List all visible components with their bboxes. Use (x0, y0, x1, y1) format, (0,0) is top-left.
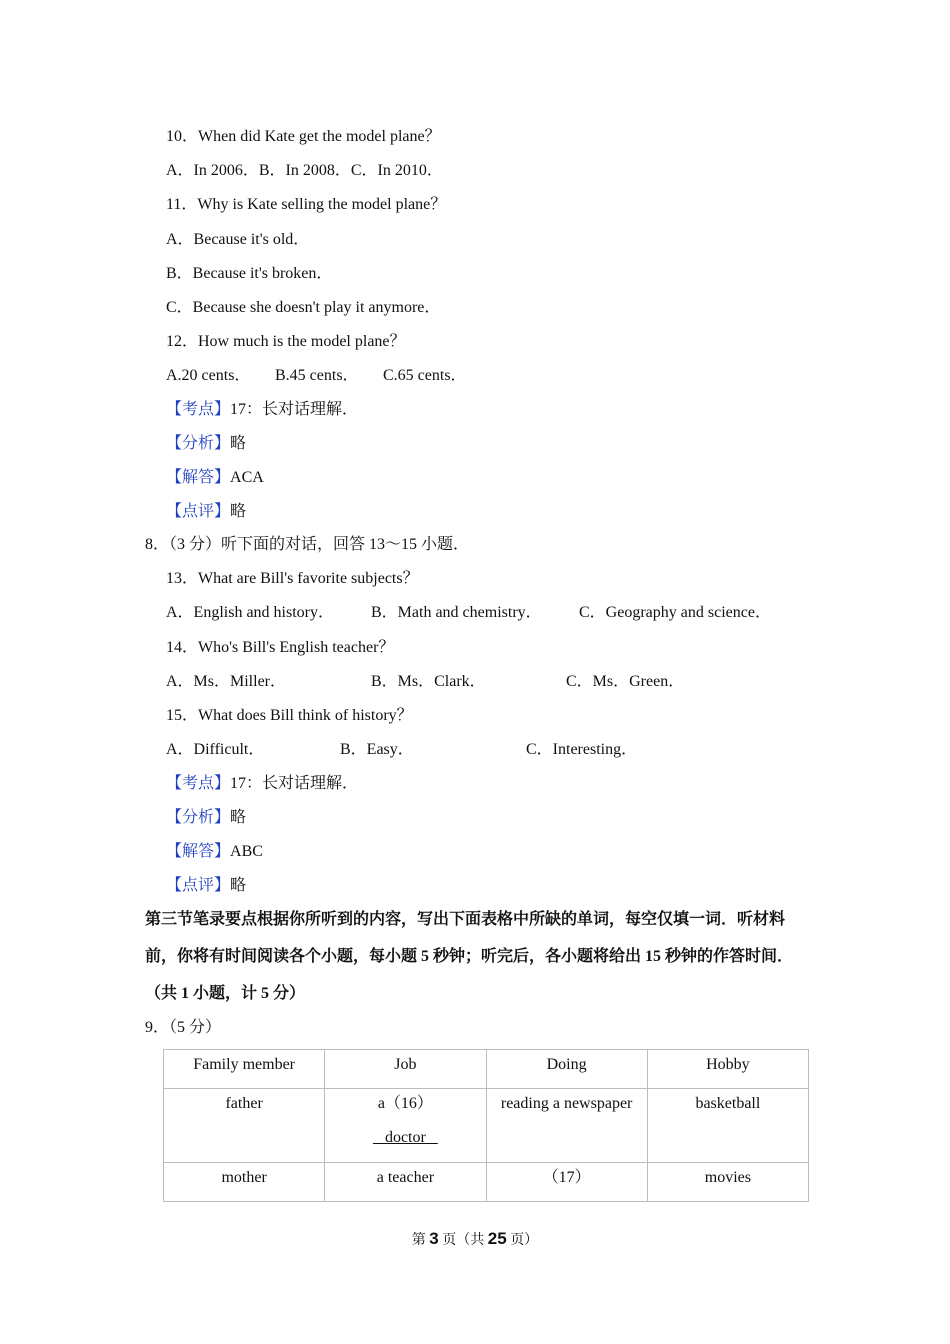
question-14-option-b: B．Ms．Clark． (371, 673, 486, 690)
jieda-tag: 【解答】 (166, 469, 231, 486)
fenxi-text: 略 (230, 435, 247, 452)
table-row (164, 1163, 809, 1202)
question-11-option-a: A．Because it's old． (166, 231, 310, 248)
question-14-option-a: A．Ms．Miller． (166, 673, 287, 690)
dianping-tag: 【点评】 (166, 503, 231, 520)
question-10: 10．When did Kate get the model plane？ (166, 128, 441, 145)
table-header-cell: Family member (164, 1050, 325, 1089)
table-cell: mother (164, 1163, 325, 1202)
question-13: 13．What are Bill's favorite subjects？ (166, 570, 419, 587)
section-3-instructions: 第三节笔录要点根据你所听到的内容，写出下面表格中所缺的单词，每空仅填一词．听材料前，你将有时间阅读各个小题，每小题 5 秒钟；听完后，各小题将给出 15 秒钟的作答时间．（共 1 小题，计 5 分） (145, 911, 794, 1002)
family-table (163, 1049, 809, 1202)
dianping-tag: 【点评】 (166, 877, 231, 894)
kaodian-tag: 【考点】 (166, 401, 231, 418)
jieda-row (166, 468, 264, 488)
table-cell: movies (647, 1163, 808, 1202)
question-11-option-c: C．Because she doesn't play it anymore． (166, 299, 441, 316)
table-row (164, 1089, 809, 1163)
table-cell: father (164, 1089, 325, 1163)
jieda-text: ABC (230, 843, 263, 860)
fenxi-row (166, 434, 246, 454)
kaodian-row (166, 400, 358, 420)
table-cell: a teacher (325, 1163, 486, 1202)
question-13-option-b: B．Math and chemistry． (371, 604, 542, 621)
question-12-option-c: C.65 cents． (383, 367, 467, 384)
question-14: 14．Who's Bill's English teacher？ (166, 639, 395, 656)
question-15: 15．What does Bill think of history？ (166, 707, 413, 724)
kaodian-row (166, 774, 358, 794)
footer-suffix: 页） (506, 1233, 539, 1248)
fenxi-tag: 【分析】 (166, 435, 231, 452)
question-12-option-b: B.45 cents． (275, 367, 359, 384)
dianping-row (166, 502, 246, 522)
table-cell-job (325, 1089, 486, 1163)
question-15-option-a: A．Difficult． (166, 741, 265, 758)
table-header-cell: Doing (486, 1050, 647, 1089)
dianping-text: 略 (230, 503, 247, 520)
kaodian-text: 17：长对话理解． (230, 401, 359, 418)
question-9-header: 9．（5 分） (145, 1019, 222, 1036)
table-cell: （17） (486, 1163, 647, 1202)
question-13-option-a: A．English and history． (166, 604, 334, 621)
jieda-tag: 【解答】 (166, 843, 231, 860)
dianping-row (166, 876, 246, 896)
question-14-option-c: C．Ms．Green． (566, 673, 685, 690)
jieda-row (166, 842, 263, 862)
fenxi-tag: 【分析】 (166, 809, 231, 826)
total-pages: 25 (487, 1229, 507, 1248)
footer-prefix: 第 (411, 1233, 430, 1248)
kaodian-tag: 【考点】 (166, 775, 231, 792)
table-header-row (164, 1050, 809, 1089)
job-prefix: a（16） (377, 1095, 433, 1112)
dianping-text: 略 (230, 877, 247, 894)
footer-middle: 页（共 (438, 1233, 488, 1248)
question-13-option-c: C．Geography and science． (579, 604, 771, 621)
page-footer (0, 1229, 950, 1249)
question-10-options: A．In 2006．B．In 2008．C．In 2010． (166, 162, 443, 179)
job-answer-blank: doctor (372, 1129, 438, 1146)
table-cell: reading a newspaper (486, 1089, 647, 1163)
fenxi-text: 略 (230, 809, 247, 826)
jieda-text: ACA (230, 469, 264, 486)
question-11: 11．Why is Kate selling the model plane？ (166, 196, 447, 213)
fenxi-row (166, 808, 246, 828)
table-header-cell: Job (325, 1050, 486, 1089)
question-8-header: 8．（3 分）听下面的对话，回答 13～15 小题． (145, 536, 470, 553)
page-number: 3 (429, 1229, 439, 1248)
question-15-option-b: B．Easy． (340, 741, 414, 758)
question-12: 12．How much is the model plane？ (166, 333, 406, 350)
question-11-option-b: B．Because it's broken． (166, 265, 333, 282)
table-cell: basketball (647, 1089, 808, 1163)
question-12-option-a: A.20 cents． (166, 367, 251, 384)
kaodian-text: 17：长对话理解． (230, 775, 359, 792)
table-header-cell: Hobby (647, 1050, 808, 1089)
question-15-option-c: C．Interesting． (526, 741, 638, 758)
